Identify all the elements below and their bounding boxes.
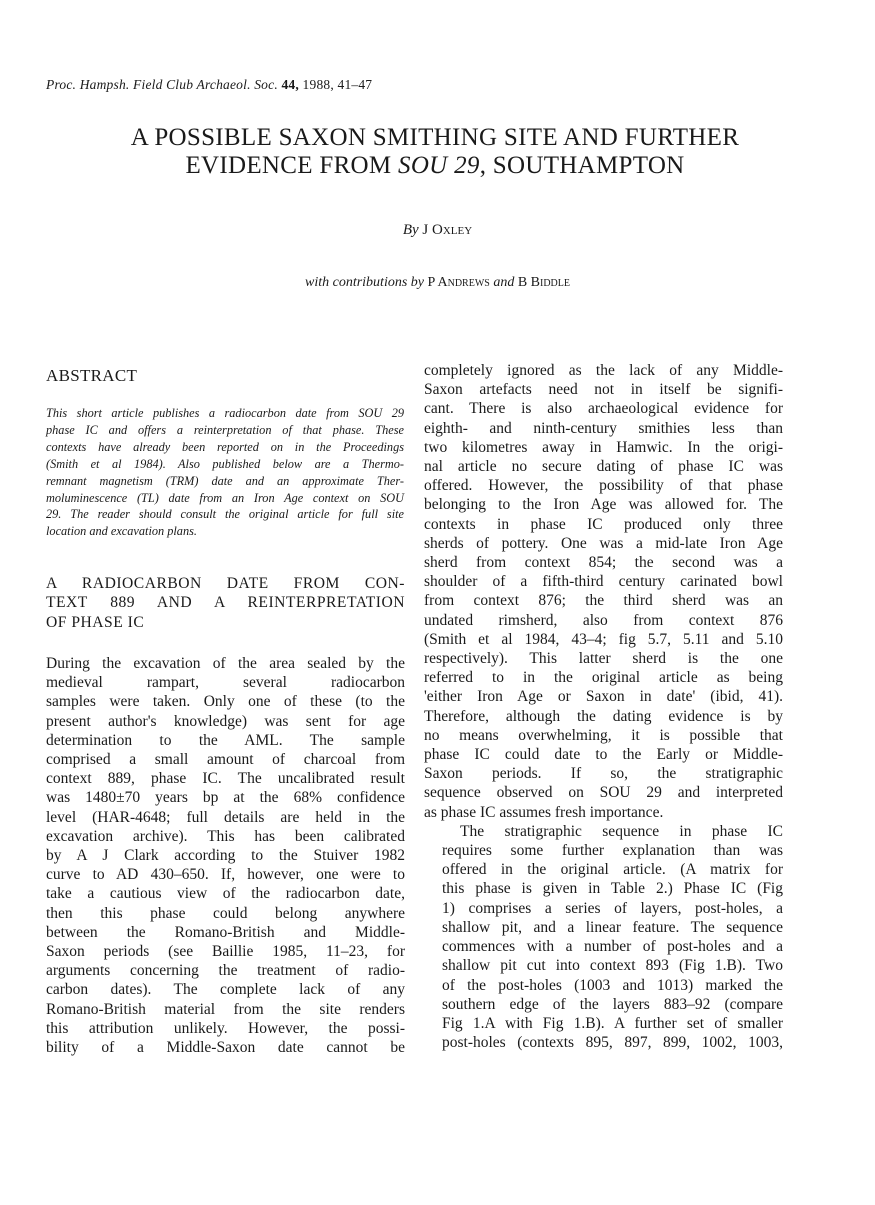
text-line: determination to the AML. The sample [46,731,405,749]
text-line: between the Romano-British and Middle- [46,923,405,941]
text-line: by A J Clark according to the Stuiver 1982 [46,847,405,865]
text-line: Saxon periods (see Baillie 1985, 11–23, for [46,943,405,961]
text-line: phase IC and offers a reinterpretation of that phase. These [46,422,404,437]
text-line: TEXT 889 AND A REINTERPRETATION [46,594,405,612]
text-line: was 1480±70 years bp at the 68% confidence [46,789,405,807]
text-line: A RADIOCARBON DATE FROM CON- [46,575,405,592]
text-line: belonging to the Iron Age was allowed for. The [424,496,783,514]
text-line: undated rimsherd, also from context 876 [424,611,783,629]
text-line: Saxon artefacts need not in itself be signifi- [424,381,783,399]
text-line: as phase IC assumes fresh importance. [424,803,664,821]
journal-volume: 44, [281,77,299,92]
text-line: Romano-British material from the site renders [46,1000,405,1018]
text-line: present author's knowledge) was sent for age [46,712,405,730]
text-line: sherd from context 854; the second was a [424,554,783,572]
contributor-1: P Andrews [427,275,490,290]
text-line: contexts in phase IC produced only three [424,515,783,533]
text-line: no means overwhelming, it is possible that [424,726,783,744]
text-line: arguments concerning the treatment of radio- [46,962,405,980]
text-line: location and excavation plans. [46,524,197,539]
text-line: 'either Iron Age or Saxon in date' (ibid, 41). [424,688,783,706]
text-line: bility of a Middle-Saxon date cannot be [46,1039,405,1057]
text-line: shoulder of a fifth-third century carinated bowl [424,573,783,591]
text-line: excavation archive). This has been calibrated [46,827,405,845]
text-line: sequence observed on SOU 29 and interpreted [424,784,783,802]
text-line: of the post-holes (1003 and 1013) marked the [442,976,783,994]
right-column-body [424,361,783,1052]
article-title [40,124,830,180]
text-line: this attribution unlikely. However, the possi- [46,1019,405,1037]
text-line: from context 876; the third sherd was an [424,592,783,610]
text-line: southern edge of the layers 883–92 (compare [442,995,783,1013]
text-line: remnant magnetism (TRM) date and an approximate Ther- [46,473,404,488]
text-line: comprised a small amount of charcoal from [46,751,405,769]
paragraph [424,361,783,822]
text-line: Fig 1.A with Fig 1.B). A further set of smaller [442,1014,783,1032]
left-column-body [46,654,405,1057]
text-line: level (HAR-4648; full details are held in the [46,808,405,826]
text-line: shallow pit, and a linear feature. The sequence [442,918,783,936]
text-line: cant. There is also archaeological evidence for [424,400,783,418]
contributor-2: B Biddle [517,275,570,290]
site-code: SOU 29 [398,152,480,179]
author-name: J Oxley [422,222,473,238]
text-line: then this phase could belong anywhere [46,904,405,922]
text-line: context 889, phase IC. The uncalibrated result [46,770,405,788]
text-line: offered. However, the possibility of that phase [424,477,783,495]
text-line: (Smith et al 1984). Also published below are a Thermo- [46,456,404,471]
text-line: nal article no secure dating of phase IC was [424,458,783,476]
text-line: 29. The reader should consult the original article for full site [46,507,404,522]
text-line: requires some further explanation than was [442,842,783,860]
text-line: The stratigraphic sequence in phase IC [460,822,783,840]
text-line: moluminescence (TL) date from an Iron Age context on SOU [46,490,404,505]
text-line: phase IC could date to the Early or Middle- [424,746,783,764]
abstract-heading: ABSTRACT [46,366,138,385]
text-line: offered in the original article. (A matrix for [442,861,783,879]
section-heading [46,574,405,632]
text-line: eighth- and ninth-century smithies less than [424,419,783,437]
title-line-2: EVIDENCE FROM SOU 29, SOUTHAMPTON [185,152,685,179]
text-line: commences with a number of post-holes and a [442,938,783,956]
text-line: this phase is given in Table 2.) Phase IC (Fig [442,880,783,898]
text-line: medieval rampart, several radiocarbon [46,674,405,692]
text-line: take a cautious view of the radiocarbon date, [46,885,405,903]
title-line-1: A POSSIBLE SAXON SMITHING SITE AND FURTHER [130,124,740,151]
text-line: contexts have already been reported on in the Proceedings [46,439,404,454]
text-line: completely ignored as the lack of any Middle- [424,362,783,379]
text-line: carbon dates). The complete lack of any [46,981,405,999]
text-line: Therefore, although the dating evidence is by [424,707,783,725]
text-line: During the excavation of the area sealed by the [46,655,405,672]
text-line: post-holes (contexts 895, 897, 899, 1002, 1003, [442,1034,783,1052]
text-line: 1) comprises a series of layers, post-holes, a [442,899,783,917]
text-line: OF PHASE IC [46,613,145,631]
contributors: with contributions by P Andrews and B Biddle [305,275,570,290]
journal-pages: 1988, 41–47 [302,77,373,92]
text-line: shallow pit cut into context 893 (Fig 1.B). Two [442,957,783,975]
text-line: curve to AD 430–650. If, however, one were to [46,866,405,884]
text-line: referred to in the original article as being [424,669,783,687]
text-line: samples were taken. Only one of these (to the [46,693,405,711]
byline: By J Oxley [402,222,473,238]
text-line: two kilometres away in Hamwic. In the origi- [424,438,783,456]
text-line: This short article publishes a radiocarbon date from SOU 29 [46,406,404,420]
text-line: sherds of pottery. One was a mid-late Iron Age [424,534,783,552]
text-line: Saxon periods. If so, the stratigraphic [424,765,783,783]
text-line: respectively). This latter sherd is the one [424,650,783,668]
running-head [46,77,372,93]
abstract-body [46,405,404,540]
journal-name: Proc. Hampsh. Field Club Archaeol. Soc. [46,77,278,92]
paragraph [424,822,783,1052]
text-line: (Smith et al 1984, 43–4; fig 5.7, 5.11 and 5.10 [424,630,783,648]
